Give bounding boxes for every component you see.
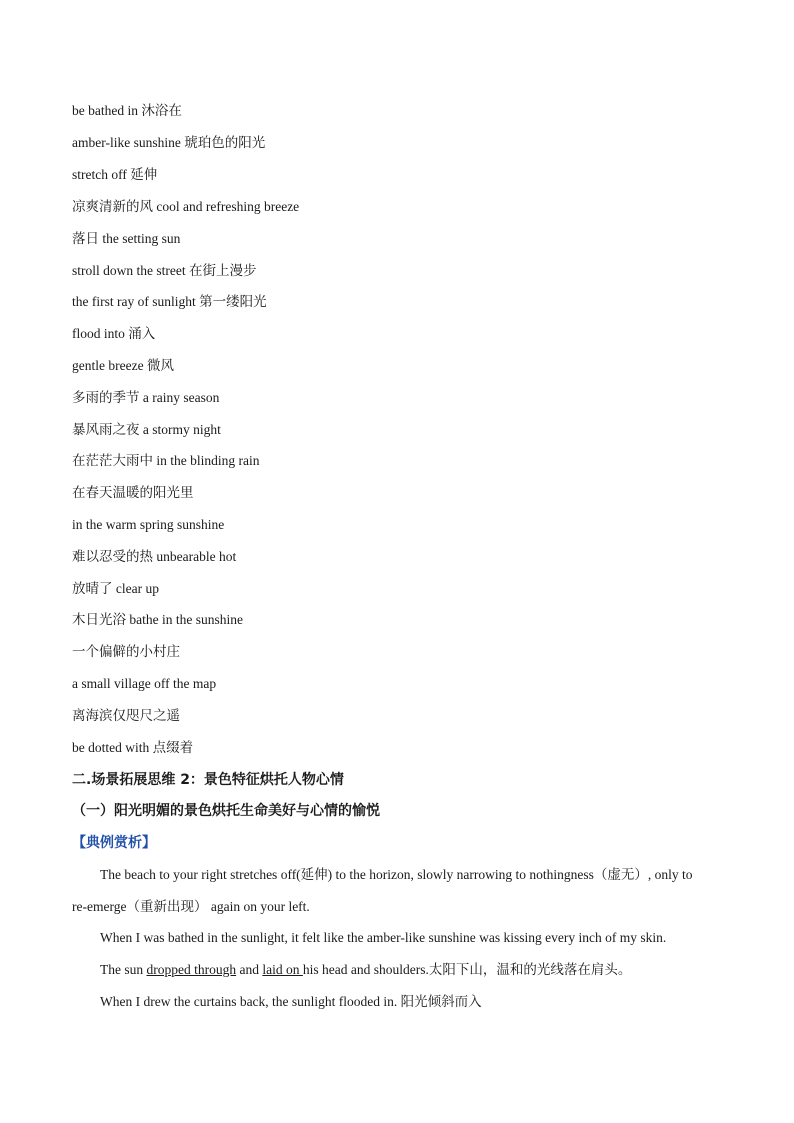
example-paragraph-4: When I drew the curtains back, the sunlight flooded in. 阳光倾斜而入 bbox=[100, 994, 482, 1009]
vocab-line: the first ray of sunlight 第一缕阳光 bbox=[72, 294, 267, 309]
vocab-line: gentle breeze 微风 bbox=[72, 358, 174, 373]
vocab-line: flood into 涌入 bbox=[72, 326, 156, 341]
vocab-line: 凉爽清新的风 cool and refreshing breeze bbox=[72, 199, 300, 214]
example-paragraph-2: When I was bathed in the sunlight, it felt like the amber-like sunshine was kissing every inch of my skin. bbox=[100, 930, 667, 945]
vocab-line: 木日光浴 bathe in the sunshine bbox=[72, 612, 243, 627]
vocab-line: in the warm spring sunshine bbox=[72, 517, 225, 532]
vocab-line: stroll down the street 在街上漫步 bbox=[72, 263, 257, 278]
vocab-line: 在春天温暖的阳光里 bbox=[72, 485, 194, 500]
subsection-heading: （一）阳光明媚的景色烘托生命美好与心情的愉悦 bbox=[72, 803, 380, 819]
vocab-line: stretch off 延伸 bbox=[72, 167, 158, 182]
vocab-line: amber-like sunshine 琥珀色的阳光 bbox=[72, 135, 266, 150]
vocab-line: 在茫茫大雨中 in the blinding rain bbox=[72, 453, 260, 468]
vocab-line: be dotted with 点缀着 bbox=[72, 740, 194, 755]
underlined-phrase: laid on bbox=[262, 962, 303, 977]
vocab-line: 暴风雨之夜 a stormy night bbox=[72, 422, 221, 437]
example-paragraph-3 bbox=[100, 960, 631, 980]
vocab-line: be bathed in 沐浴在 bbox=[72, 103, 182, 118]
vocab-line: 多雨的季节 a rainy season bbox=[72, 390, 220, 405]
paragraph-text: his head and shoulders.太阳下山，温和的光线落在肩头。 bbox=[302, 962, 632, 977]
example-paragraph-1-line-1: The beach to your right stretches off(延伸) to the horizon, slowly narrowing to nothingness（虚无）, only to bbox=[100, 867, 693, 882]
paragraph-text: and bbox=[236, 962, 263, 977]
vocab-line: 落日 the setting sun bbox=[72, 231, 181, 246]
vocab-line: 难以忍受的热 unbearable hot bbox=[72, 549, 237, 564]
vocab-line: 一个偏僻的小村庄 bbox=[72, 644, 180, 659]
paragraph-text: The sun bbox=[100, 962, 147, 977]
section-heading: 二.场景拓展思维 2：景色特征烘托人物心情 bbox=[72, 772, 344, 788]
example-label: 【典例赏析】 bbox=[72, 835, 156, 851]
example-paragraph-1-line-2: re-emerge（重新出现） again on your left. bbox=[72, 899, 310, 914]
vocab-line: 离海滨仅咫尺之遥 bbox=[72, 708, 180, 723]
vocab-line: 放晴了 clear up bbox=[72, 581, 159, 596]
underlined-phrase: dropped through bbox=[146, 962, 237, 977]
vocab-line: a small village off the map bbox=[72, 676, 217, 691]
